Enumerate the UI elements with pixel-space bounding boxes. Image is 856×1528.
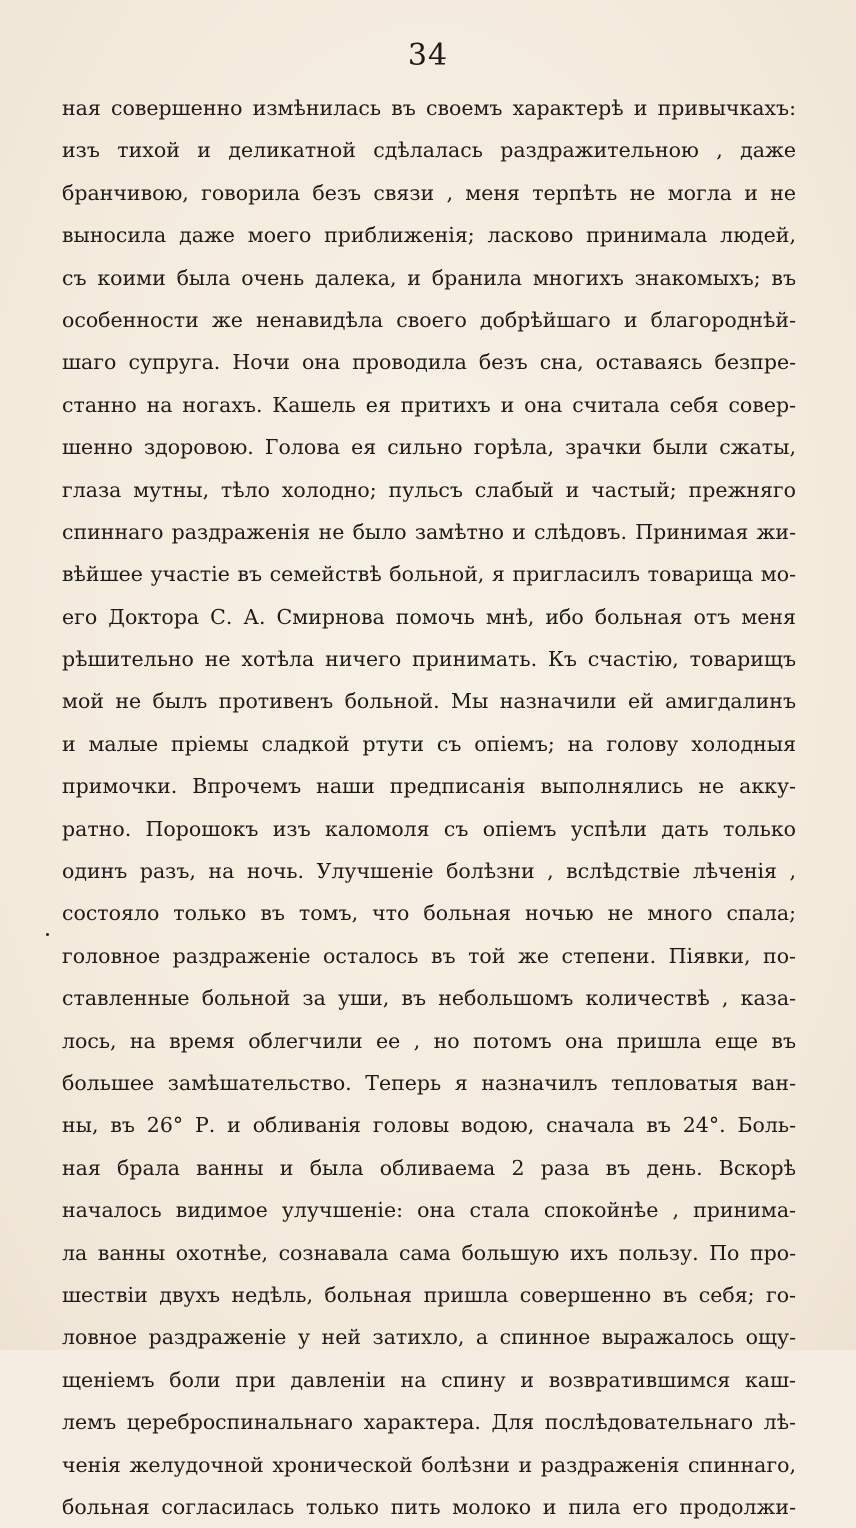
text-line: бранчивою, говорила безъ связи , меня терпѣть не могла и не: [62, 180, 796, 205]
text-line: большее замѣшательство. Теперь я назначилъ тепловатыя ван-: [62, 1070, 796, 1095]
text-line: ная совершенно измѣнилась въ своемъ характерѣ и привычкахъ:: [62, 96, 796, 120]
text-line: щеніемъ боли при давленіи на спину и возвратившимся каш-: [62, 1367, 796, 1392]
text-line: выносила даже моего приближенія; ласково принимала людей,: [62, 223, 796, 248]
text-line: станно на ногахъ. Кашель ея притихъ и она считала себя совер-: [62, 392, 796, 417]
text-line: рѣшительно не хотѣла ничего принимать. Къ счастію, товарищъ: [62, 647, 796, 672]
text-line: и малые пріемы сладкой ртути съ опіемъ; на голову холодныя: [62, 731, 796, 756]
page-number: 34: [407, 38, 449, 73]
text-line: особенности же ненавидѣла своего добрѣйшаго и благороднѣй-: [62, 307, 796, 332]
text-line: вѣйшее участіе въ семействѣ больной, я пригласилъ товарища мо-: [62, 562, 796, 587]
text-line: лось, на время облегчили ее , но потомъ она пришла еще въ: [62, 1028, 796, 1053]
text-line: больная согласилась только пить молоко и пила его продолжи-: [62, 1494, 796, 1519]
text-line: ны, въ 26° Р. и обливанія головы водою, сначала въ 24°. Боль-: [62, 1113, 796, 1138]
text-line: спиннаго раздраженія не было замѣтно и слѣдовъ. Принимая жи-: [62, 519, 796, 544]
text-line: ратно. Порошокъ изъ каломоля съ опіемъ успѣли дать только: [62, 816, 796, 841]
text-line: ставленные больной за уши, въ небольшомъ количествѣ , каза-: [62, 986, 796, 1011]
text-line: его Доктора С. А. Смирнова помочь мнѣ, ибо больная отъ меня: [62, 604, 796, 629]
text-line: одинъ разъ, на ночь. Улучшеніе болѣзни , вслѣдствіе лѣченія ,: [62, 859, 796, 884]
text-line: состояло только въ томъ, что больная ночью не много спала;: [62, 901, 796, 926]
ink-speck: [46, 933, 49, 936]
text-line: лемъ цереброспинальнаго характера. Для послѣдовательнаго лѣ-: [62, 1410, 796, 1435]
text-line: примочки. Впрочемъ наши предписанія выполнялись не акку-: [62, 774, 796, 799]
text-line: шествіи двухъ недѣль, больная пришла совершенно въ себя; го-: [62, 1282, 796, 1307]
text-line: ная брала ванны и была обливаема 2 раза въ день. Вскорѣ: [62, 1155, 796, 1180]
text-line: началось видимое улучшеніе: она стала спокойнѣе , принима-: [62, 1198, 796, 1223]
text-line: изъ тихой и деликатной сдѣлалась раздражительною , даже: [62, 138, 796, 163]
text-line: шаго супруга. Ночи она проводила безъ сна, оставаясь безпре-: [62, 350, 796, 375]
text-line: глаза мутны, тѣло холодно; пульсъ слабый и частый; прежняго: [62, 477, 796, 502]
text-line: шенно здоровою. Голова ея сильно горѣла, зрачки были сжаты,: [62, 435, 796, 460]
text-line: съ коими была очень далека, и бранила многихъ знакомыхъ; въ: [62, 265, 796, 290]
text-line: головное раздраженіе осталось въ той же степени. Піявки, по-: [62, 943, 796, 968]
text-line: ла ванны охотнѣе, сознавала сама большую ихъ пользу. По про-: [62, 1240, 796, 1265]
text-line: ловное раздраженіе у ней затихло, а спинное выражалось ощу-: [62, 1325, 796, 1350]
text-line: ченія желудочной хронической болѣзни и раздраженія спиннаго,: [62, 1452, 796, 1477]
body-text: [62, 87, 796, 1528]
text-line: мой не былъ противенъ больной. Мы назначили ей амигдалинъ: [62, 689, 796, 714]
